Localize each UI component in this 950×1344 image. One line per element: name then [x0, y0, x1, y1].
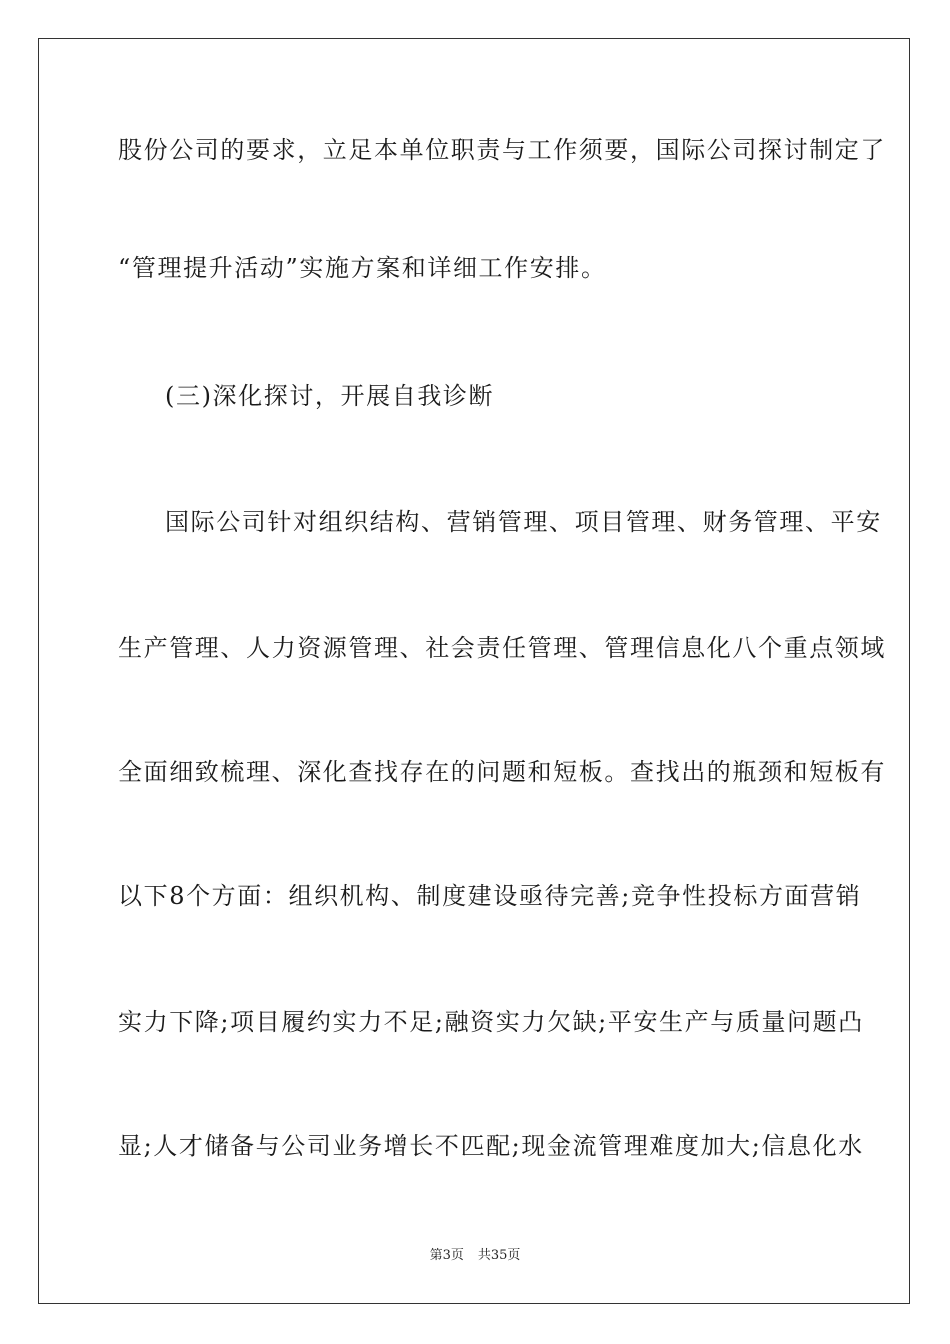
page-border — [38, 38, 910, 1304]
text-line-6: 全面细致梳理、深化查找存在的问题和短板。查找出的瓶颈和短板有 — [118, 758, 886, 786]
page-number: 第3页 — [429, 1248, 464, 1263]
text-line-5: 生产管理、人力资源管理、社会责任管理、管理信息化八个重点领域 — [118, 634, 886, 662]
page-footer — [0, 1247, 950, 1265]
text-line-9: 显;人才储备与公司业务增长不匹配;现金流管理难度加大;信息化水 — [118, 1132, 864, 1160]
text-line-7: 以下8个方面：组织机构、制度建设亟待完善;竞争性投标方面营销 — [118, 882, 862, 910]
text-line-4: 国际公司针对组织结构、营销管理、项目管理、财务管理、平安 — [165, 508, 882, 536]
text-line-2: “管理提升活动”实施方案和详细工作安排。 — [118, 254, 607, 282]
section-heading: (三)深化探讨，开展自我诊断 — [165, 382, 495, 410]
text-line-1: 股份公司的要求，立足本单位职责与工作须要，国际公司探讨制定了 — [118, 136, 886, 164]
page-total: 共35页 — [477, 1248, 521, 1263]
text-line-8: 实力下降;项目履约实力不足;融资实力欠缺;平安生产与质量问题凸 — [118, 1008, 864, 1036]
